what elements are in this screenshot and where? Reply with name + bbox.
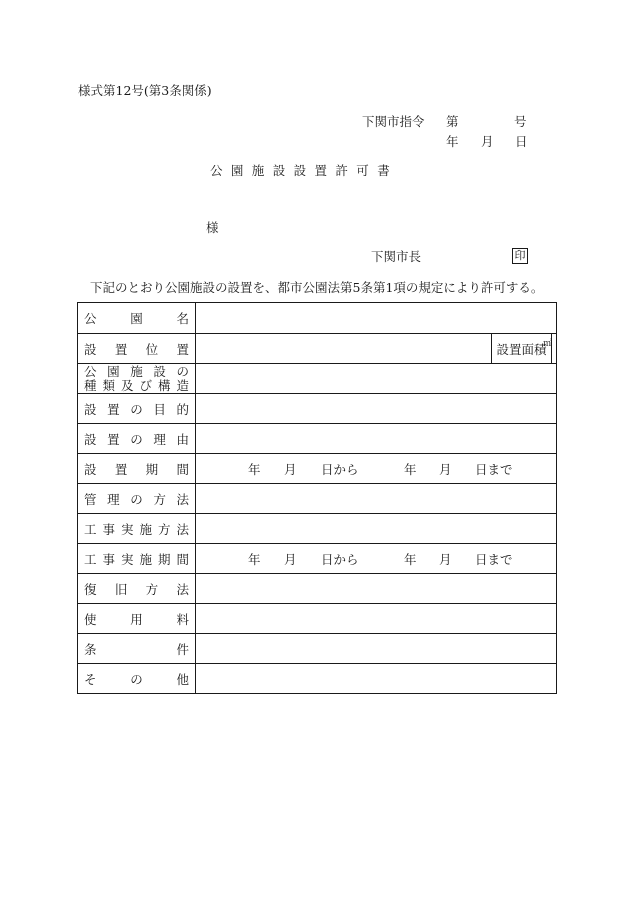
table-row	[78, 333, 556, 363]
table-row	[78, 363, 556, 393]
issuer-label: 下関市指令	[362, 114, 425, 129]
to-day: 日まで	[475, 461, 513, 477]
permit-table	[77, 302, 557, 694]
park-name-field	[196, 303, 556, 333]
to-day: 日まで	[475, 551, 513, 567]
to-year: 年	[404, 551, 417, 567]
conditions-label: 条件	[78, 634, 196, 663]
park-name-label: 公園名	[78, 303, 196, 333]
period-label: 設置期間	[78, 454, 196, 483]
from-year: 年	[248, 461, 261, 477]
construction-method-label: 工事実施方法	[78, 514, 196, 543]
other-label: その他	[78, 664, 196, 693]
table-row	[78, 303, 556, 333]
other-field	[196, 664, 556, 693]
date-year-label: 年	[446, 134, 459, 149]
construction-method-field	[196, 514, 556, 543]
construction-period-label: 工事実施期間	[78, 544, 196, 573]
table-row	[78, 453, 556, 483]
facility-type-label: 公園施設の 種類及び構造	[78, 364, 196, 393]
from-year: 年	[248, 551, 261, 567]
facility-type-field	[196, 364, 556, 393]
table-row	[78, 513, 556, 543]
from-day: 日から	[321, 461, 359, 477]
to-year: 年	[404, 461, 417, 477]
area-unit: ㎡	[542, 339, 552, 349]
table-row	[78, 603, 556, 633]
period-field	[196, 454, 556, 483]
location-field	[196, 334, 556, 363]
restoration-field	[196, 574, 556, 603]
restoration-label: 復旧方法	[78, 574, 196, 603]
from-month: 月	[284, 461, 297, 477]
date-month-label: 月	[481, 134, 494, 149]
document-title: 公園施設設置許可書	[210, 163, 399, 178]
table-row	[78, 423, 556, 453]
fee-label: 使用料	[78, 604, 196, 633]
mayor-label: 下関市長	[371, 249, 422, 264]
management-label: 管理の方法	[78, 484, 196, 513]
to-month: 月	[439, 551, 452, 567]
area-label: 設置面積	[491, 334, 552, 363]
purpose-label: 設置の目的	[78, 394, 196, 423]
location-label: 設置位置	[78, 334, 196, 363]
table-row	[78, 663, 556, 693]
date-day-label: 日	[515, 134, 528, 149]
from-day: 日から	[321, 551, 359, 567]
purpose-field	[196, 394, 556, 423]
addressee-suffix: 様	[206, 220, 219, 235]
number-prefix: 第	[446, 114, 459, 129]
body-text: 下記のとおり公園施設の設置を、都市公園法第5条第1項の規定により許可する。	[90, 280, 544, 295]
reason-field	[196, 424, 556, 453]
seal-mark: 印	[512, 248, 528, 264]
fee-field	[196, 604, 556, 633]
to-month: 月	[439, 461, 452, 477]
table-row	[78, 633, 556, 663]
table-row	[78, 483, 556, 513]
reason-label: 設置の理由	[78, 424, 196, 453]
table-row	[78, 543, 556, 573]
construction-period-field	[196, 544, 556, 573]
conditions-field	[196, 634, 556, 663]
from-month: 月	[284, 551, 297, 567]
table-row	[78, 393, 556, 423]
number-suffix: 号	[514, 114, 527, 129]
form-number-label: 様式第12号(第3条関係)	[78, 83, 212, 98]
table-row	[78, 573, 556, 603]
management-field	[196, 484, 556, 513]
